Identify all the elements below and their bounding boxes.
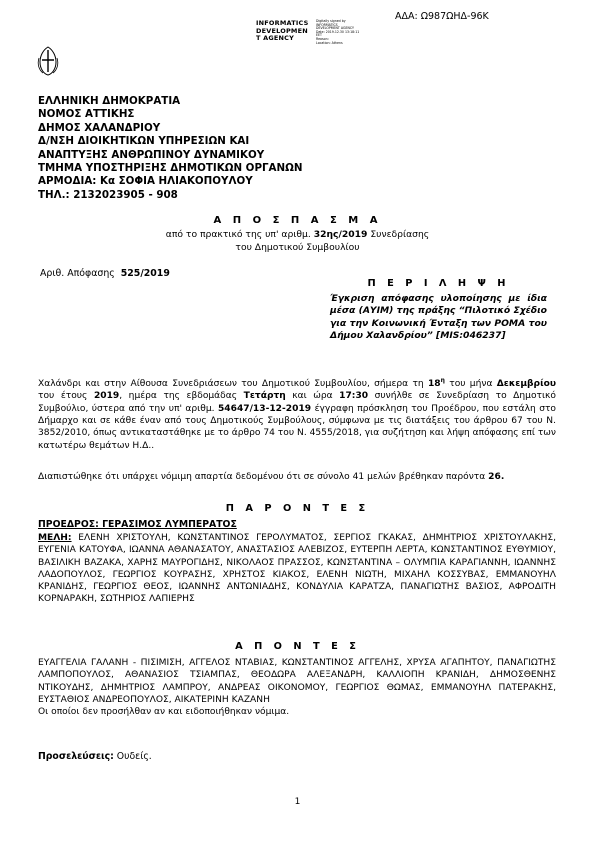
arrivals-value: Ουδείς.	[113, 751, 152, 762]
arrivals	[38, 751, 152, 762]
signature-details	[316, 20, 359, 45]
sig-line: INFORMATICS	[316, 22, 338, 27]
intro-paragraph	[38, 375, 556, 452]
digital-signature-stamp	[256, 20, 366, 43]
quorum-text: Διαπιστώθηκε ότι υπάρχει νόμιμη απαρτία δεδομένου ότι σε σύνολο 41 μελών βρέθηκαν παρόντα	[38, 472, 489, 482]
meeting-month: Δεκεμβρίου	[496, 379, 556, 390]
minutes-text: Συνεδρίασης	[367, 229, 430, 240]
sig-line: Date: 2019.12.30 13:18:11	[316, 29, 360, 34]
arrivals-label: Προσελεύσεις:	[38, 751, 114, 762]
ida-line: INFORMATICS	[256, 19, 309, 27]
intro-text: συνήλθε σε Συνεδρίαση το Δημοτικό Συμβούλιο, ύστερα από την υπ' αριθμ.	[38, 391, 556, 414]
meeting-year: 2019	[93, 391, 120, 402]
minutes-text: από το πρακτικό της υπ' αριθμ.	[165, 229, 314, 240]
sig-line: DEVELOPMENT AGENCY	[316, 26, 354, 31]
header-line: Δ/ΝΣΗ ΔΙΟΙΚΗΤΙΚΩΝ ΥΠΗΡΕΣΙΩΝ ΚΑΙ	[38, 135, 250, 148]
absent-note: Οι οποίοι δεν προσήλθαν αν και ειδοποιήθηκαν νόμιμα.	[38, 707, 290, 718]
president	[38, 519, 237, 530]
header-line: ΝΟΜΟΣ ΑΤΤΙΚΗΣ	[38, 108, 135, 121]
header-line: ΕΛΛΗΝΙΚΗ ΔΗΜΟΚΡΑΤΙΑ	[38, 95, 181, 107]
minutes-reference	[0, 229, 595, 254]
intro-text: έγγραφη πρόσκληση του Προέδρου, που εστάλη στο Δήμαρχο και σε κάθε έναν από τους Δημοτικούς Συμβούλους, σύμφωνα με τις διατάξεις του άρθρου 67 του Ν. 3852/2010, όπως αντικαταστάθηκε με το άρθρο 74 του Ν. 4555/2018, για συζήτηση και λήψη απόφασης επί των κατωτέρω θεμάτων Η.Δ..	[38, 403, 556, 451]
decision-number	[40, 268, 170, 279]
day-suffix: η	[440, 377, 445, 384]
meeting-weekday: Τετάρτη	[243, 391, 286, 402]
header-line: ΤΜΗΜΑ ΥΠΟΣΤΗΡΙΞΗΣ ΔΗΜΟΤΙΚΩΝ ΟΡΓΑΝΩΝ	[38, 162, 303, 175]
present-members	[38, 532, 556, 606]
intro-text: , ημέρα της εβδομάδας	[119, 391, 244, 402]
header-line: ΑΡΜΟΔΙΑ: Κα ΣΟΦΙΑ ΗΛΙΑΚΟΠΟΥΛΟΥ	[38, 175, 253, 188]
greek-emblem-icon	[37, 46, 59, 76]
session-number: 32ης/2019	[313, 229, 368, 240]
summary-title: Π Ε Ρ Ι Λ Η Ψ Η	[367, 278, 510, 289]
header-line: ΤΗΛ.: 2132023905 - 908	[38, 188, 178, 201]
absent-list: ΕΥΑΓΓΕΛΙΑ ΓΑΛΑΝΗ - ΠΙΣΙΜΙΣΗ, ΑΓΓΕΛΟΣ ΝΤΑΒΙΑΣ, ΚΩΝΣΤΑΝΤΙΝΟΣ ΑΓΓΕΛΗΣ, ΧΡΥΣΑ ΑΓΑΠΗΤΟΥ, ΠΑΝΑΓΙΩΤΗΣ ΛΑΜΠΟΠΟΥΛΟΣ, ΑΘΑΝΑΣΙΟΣ ΤΣΙΑΜΠΑΣ, ΘΕΟΔΩΡΑ ΑΛΕΞΑΝΔΡΗ, ΚΑΛΛΙΟΠΗ ΚΡΑΝΙΔΗ, ΔΗΜΟΣΘΕΝΗΣ ΝΤΙΚΟΥΔΗΣ, ΔΗΜΗΤΡΙΟΣ ΛΑΜΠΡΟΥ, ΑΝΔΡΕΑΣ ΟΙΚΟΝΟΜΟΥ, ΓΕΩΡΓΙΟΣ ΘΩΜΑΣ, ΕΜΜΑΝΟΥΗΛ ΠΑΤΕΡΑΚΗΣ, ΕΥΣΤΑΘΙΟΣ ΑΝΔΡΕΟΠΟΥΛΟΣ, ΑΙΚΑΤΕΡΙΝΗ ΚΑΖΑΝΗ	[38, 658, 556, 705]
page-number: 1	[294, 797, 301, 807]
sig-line: EET	[316, 33, 322, 38]
president-name: ΠΡΟΕΔΡΟΣ: ΓΕΡΑΣΙΜΟΣ ΛΥΜΠΕΡΑΤΟΣ	[38, 519, 237, 530]
members-list: ΕΛΕΝΗ ΧΡΙΣΤΟΥΛΗ, ΚΩΝΣΤΑΝΤΙΝΟΣ ΓΕΡΟΛΥΜΑΤΟΣ, ΣΕΡΓΙΟΣ ΓΚΑΚΑΣ, ΔΗΜΗΤΡΙΟΣ ΧΡΙΣΤΟΥΛΑΚΗΣ, ΕΥΓΕΝΙΑ ΚΑΤΟΥΦΑ, ΙΩΑΝΝΑ ΑΘΑΝΑΣΑΤΟΥ, ΑΝΑΣΤΑΣΙΟΣ ΑΛΕΒΙΖΟΣ, ΕΥΤΕΡΠΗ ΛΕΡΤΑ, ΚΩΝΣΤΑΝΤΙΝΟΣ ΕΥΘΥΜΙΟΥ, ΒΑΣΙΛΙΚΗ ΒΑΖΑΚΑ, ΧΑΡΗΣ ΜΑΥΡΟΓΙΔΗΣ, ΝΙΚΟΛΑΟΣ ΠΡΑΣΣΟΣ, ΚΩΝΣΤΑΝΤΙΝΑ – ΟΛΥΜΠΙΑ ΚΑΡΑΓΙΑΝΝΗ, ΙΩΑΝΝΗΣ ΛΑΔΟΠΟΥΛΟΣ, ΓΕΩΡΓΙΟΣ ΚΟΥΡΑΣΗΣ, ΧΡΗΣΤΟΣ ΚΙΑΚΟΣ, ΕΛΕΝΗ ΝΙΩΤΗ, ΜΙΧΑΗΛ ΚΟΣΣΥΒΑΣ, ΕΜΜΑΝΟΥΗΛ ΚΡΑΝΙΔΗΣ, ΓΕΩΡΓΙΟΣ ΘΕΟΣ, ΙΩΑΝΝΗΣ ΑΝΤΩΝΙΑΔΗΣ, ΚΟΝΔΥΛΙΑ ΚΑΡΑΤΖΑ, ΠΑΝΑΓΙΩΤΗΣ ΒΑΣΙΟΣ, ΑΦΡΟΔΙΤΗ ΚΟΡΝΑΡΑΚΗ, ΣΩΤΗΡΙΟΣ ΛΑΠΙΕΡΗΣ	[38, 533, 556, 605]
quorum-paragraph	[38, 471, 556, 483]
meeting-time: 17:30	[339, 391, 369, 402]
intro-text: και ώρα	[285, 391, 340, 402]
sig-line: Location: Athens	[316, 40, 343, 45]
summary-text: Έγκριση απόφασης υλοποίησης με ίδια μέσα (ΑΥΙΜ) της πράξης “Πιλοτικό Σχέδιο για την Κοινωνική Ένταξη των ΡΟΜΑ του Δήμου Χαλανδρίου” [MIS:046237]	[330, 293, 547, 341]
sig-line: Reason:	[316, 36, 329, 41]
apospasma-title: Α Π Ο Σ Π Α Σ Μ Α	[213, 215, 382, 226]
absent-members	[38, 657, 556, 718]
present-title: Π Α Ρ Ο Ν Τ Ε Σ	[225, 503, 370, 514]
meeting-day: 18	[427, 379, 441, 390]
members-label: ΜΕΛΗ:	[38, 533, 72, 543]
intro-text: Χαλάνδρι και στην Αίθουσα Συνεδριάσεων του Δημοτικού Συμβουλίου, σήμερα τη	[38, 379, 428, 390]
decision-label: Αριθ. Απόφασης	[40, 268, 115, 279]
ada-code: ΑΔΑ: Ω987ΩΗΔ-96Κ	[395, 11, 489, 22]
issuer-header	[38, 95, 303, 202]
header-line: ΔΗΜΟΣ ΧΑΛΑΝΔΡΙΟΥ	[38, 121, 161, 134]
ida-line: DEVELOPMEN	[256, 26, 308, 35]
present-count: 26.	[488, 472, 505, 482]
decision-value: 525/2019	[120, 268, 170, 279]
council-name: του Δημοτικού Συμβουλίου	[235, 241, 360, 253]
absent-title: Α Π Ο Ν Τ Ε Σ	[235, 641, 360, 652]
header-line: ΑΝΑΠΤΥΞΗΣ ΑΝΘΡΩΠΙΝΟΥ ΔΥΝΑΜΙΚΟΥ	[38, 148, 265, 161]
ida-line: T AGENCY	[256, 34, 295, 42]
invitation-protocol: 54647/13-12-2019	[217, 403, 312, 414]
intro-text: του μήνα	[444, 379, 497, 390]
intro-text: του έτους	[38, 391, 94, 402]
sig-line: Digitally signed by	[316, 19, 346, 23]
